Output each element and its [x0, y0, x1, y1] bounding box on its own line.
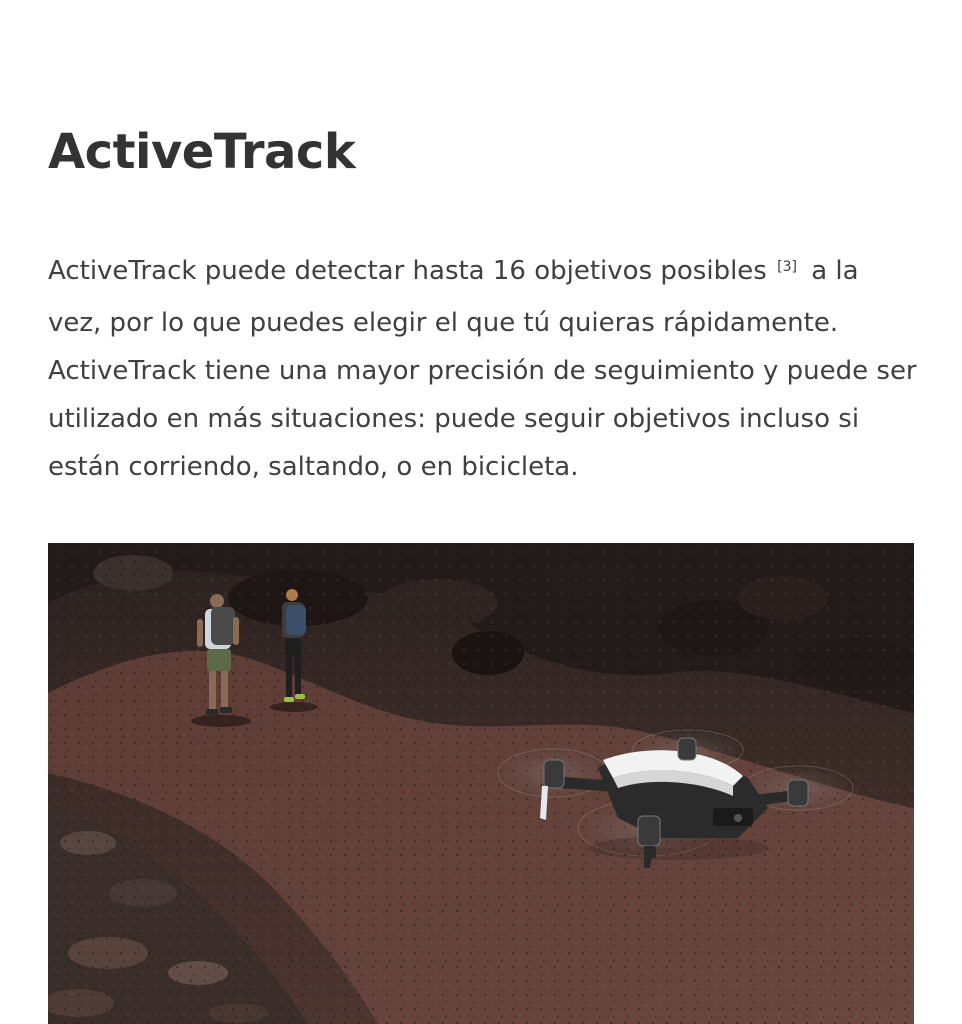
section-description [48, 247, 920, 491]
hero-illustration [48, 543, 914, 1024]
hero-image [48, 543, 914, 1024]
description-part-2: a la vez, por lo que puedes elegir el que tú quieras rápidamente. ActiveTrack tiene una mayor precisión de seguimiento y puede ser utilizado en más situaciones: puede seguir objetivos incluso si están corriendo, saltando, o en bicicleta. [48, 256, 917, 482]
backpack-1 [211, 607, 235, 645]
section-title: ActiveTrack [48, 124, 356, 180]
backpack-2 [286, 605, 306, 635]
footnote-reference-link[interactable]: [3] [777, 259, 797, 275]
description-part-1: ActiveTrack puede detectar hasta 16 objetivos posibles [48, 256, 767, 286]
